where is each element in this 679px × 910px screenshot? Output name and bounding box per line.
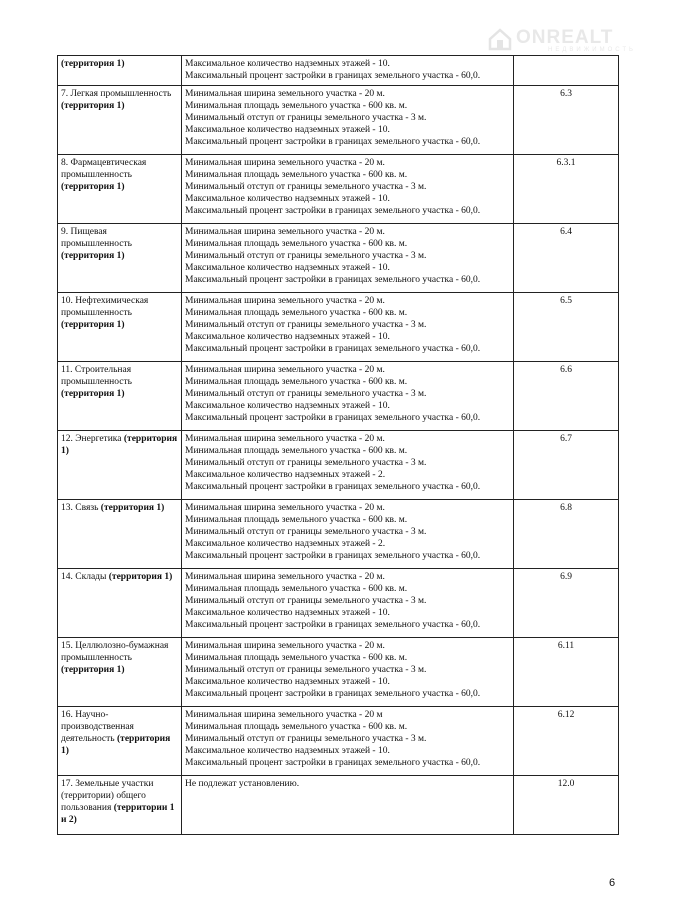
watermark-subtitle: НЕДВИЖИМОСТЬ [548, 47, 636, 53]
use-type-cell [58, 431, 182, 500]
use-type-cell [58, 56, 182, 86]
parameters-cell [182, 224, 514, 293]
parameter-line: Максимальный процент застройки в границах земельного участка - 60,0. [185, 620, 481, 630]
parameter-line: Минимальный отступ от границы земельного участка - 3 м. [185, 665, 427, 675]
watermark-brand: ONREALT [516, 27, 614, 48]
use-code-cell: 6.11 [514, 638, 619, 707]
parameter-line: Минимальная ширина земельного участка - 20 м. [185, 296, 385, 306]
use-type-name: 16. Научно-производственная деятельность [61, 710, 134, 744]
territory-label: (территория 1) [100, 503, 165, 513]
parameter-line: Минимальная площадь земельного участка - 600 кв. м. [185, 377, 408, 387]
use-type-cell [58, 224, 182, 293]
parameter-line: Минимальная площадь земельного участка - 600 кв. м. [185, 170, 408, 180]
parameter-line: Максимальный процент застройки в границах земельного участка - 60,0. [185, 206, 481, 216]
territory-label: (территория 1) [61, 101, 125, 111]
parameter-line: Минимальная ширина земельного участка - 20 м. [185, 365, 385, 375]
parameters-cell [182, 500, 514, 569]
parameters-cell [182, 638, 514, 707]
use-code-cell: 6.6 [514, 362, 619, 431]
table-row [58, 707, 619, 776]
parameter-line: Минимальная ширина земельного участка - 20 м. [185, 503, 385, 513]
parameter-line: Минимальный отступ от границы земельного участка - 3 м. [185, 182, 427, 192]
zoning-rules-table [57, 55, 619, 835]
parameter-line: Максимальный процент застройки в границах земельного участка - 60,0. [185, 482, 481, 492]
parameter-line: Максимальное количество надземных этажей - 10. [185, 194, 390, 204]
use-code-cell: 6.3 [514, 86, 619, 155]
use-code-cell: 6.9 [514, 569, 619, 638]
parameter-line: Максимальное количество надземных этажей - 10. [185, 746, 390, 756]
table-row [58, 56, 619, 86]
table-row [58, 155, 619, 224]
parameter-line: Максимальное количество надземных этажей - 10. [185, 263, 390, 273]
table-row [58, 431, 619, 500]
use-type-name: 14. Склады [61, 572, 107, 582]
parameter-line: Минимальный отступ от границы земельного участка - 3 м. [185, 596, 427, 606]
use-code-cell [514, 56, 619, 86]
use-type-cell [58, 638, 182, 707]
territory-label: (территория 1) [61, 734, 171, 756]
use-code-cell: 6.7 [514, 431, 619, 500]
parameter-line: Минимальная площадь земельного участка - 600 кв. м. [185, 308, 408, 318]
parameters-cell [182, 155, 514, 224]
parameter-line: Максимальный процент застройки в границах земельного участка - 60,0. [185, 689, 481, 699]
territory-label: (территория 1) [61, 434, 178, 456]
use-type-name: 8. Фармацевтическая промышленность [61, 158, 147, 180]
use-code-cell: 6.12 [514, 707, 619, 776]
parameter-line: Не подлежат установлению. [185, 779, 300, 789]
parameter-line: Максимальное количество надземных этажей - 10. [185, 332, 390, 342]
use-code-cell: 6.8 [514, 500, 619, 569]
use-type-name: 13. Связь [61, 503, 99, 513]
parameter-line: Максимальный процент застройки в границах земельного участка - 60,0. [185, 758, 481, 768]
parameters-cell [182, 707, 514, 776]
parameter-line: Максимальный процент застройки в границах земельного участка - 60,0. [185, 71, 481, 81]
parameter-line: Минимальная площадь земельного участка - 600 кв. м. [185, 653, 408, 663]
parameter-line: Минимальная ширина земельного участка - 20 м. [185, 89, 385, 99]
parameter-line: Максимальный процент застройки в границах земельного участка - 60,0. [185, 137, 481, 147]
parameter-line: Минимальная ширина земельного участка - 20 м. [185, 227, 385, 237]
page-number: 6 [609, 877, 616, 889]
parameter-line: Минимальная площадь земельного участка - 600 кв. м. [185, 515, 408, 525]
parameter-line: Максимальный процент застройки в границах земельного участка - 60,0. [185, 344, 481, 354]
use-type-cell [58, 86, 182, 155]
territory-label: (территория 1) [61, 665, 125, 675]
table-row [58, 569, 619, 638]
parameter-line: Минимальный отступ от границы земельного участка - 3 м. [185, 734, 427, 744]
parameter-line: Максимальное количество надземных этажей - 10. [185, 401, 390, 411]
parameter-line: Максимальное количество надземных этажей - 2. [185, 539, 386, 549]
use-type-cell [58, 707, 182, 776]
parameters-cell [182, 569, 514, 638]
parameter-line: Минимальная площадь земельного участка - 600 кв. м. [185, 722, 408, 732]
use-type-cell [58, 362, 182, 431]
parameter-line: Максимальное количество надземных этажей - 10. [185, 677, 390, 687]
parameter-line: Минимальная площадь земельного участка - 600 кв. м. [185, 101, 408, 111]
parameter-line: Минимальный отступ от границы земельного участка - 3 м. [185, 251, 427, 261]
parameters-cell [182, 293, 514, 362]
parameters-cell [182, 86, 514, 155]
use-type-cell [58, 293, 182, 362]
parameter-line: Минимальный отступ от границы земельного участка - 3 м. [185, 458, 427, 468]
parameters-cell [182, 776, 514, 835]
parameter-line: Минимальная ширина земельного участка - 20 м. [185, 572, 385, 582]
parameter-line: Максимальное количество надземных этажей - 10. [185, 608, 390, 618]
parameter-line: Минимальный отступ от границы земельного участка - 3 м. [185, 389, 427, 399]
table-row [58, 776, 619, 835]
parameter-line: Максимальный процент застройки в границах земельного участка - 60,0. [185, 551, 481, 561]
parameter-line: Минимальная ширина земельного участка - 20 м. [185, 641, 385, 651]
parameter-line: Минимальная площадь земельного участка - 600 кв. м. [185, 584, 408, 594]
use-type-cell [58, 776, 182, 835]
parameter-line: Минимальный отступ от границы земельного участка - 3 м. [185, 527, 427, 537]
use-code-cell: 12.0 [514, 776, 619, 835]
use-type-name: 12. Энергетика [61, 434, 122, 444]
parameter-line: Максимальное количество надземных этажей - 10. [185, 125, 390, 135]
use-type-cell [58, 569, 182, 638]
table-row [58, 500, 619, 569]
table-row [58, 362, 619, 431]
territory-label: (территории 1 и 2) [61, 803, 175, 825]
territory-label: (территория 1) [61, 389, 125, 399]
parameter-line: Максимальный процент застройки в границах земельного участка - 60,0. [185, 413, 481, 423]
parameters-cell [182, 362, 514, 431]
use-code-cell: 6.3.1 [514, 155, 619, 224]
parameter-line: Максимальный процент застройки в границах земельного участка - 60,0. [185, 275, 481, 285]
use-code-cell: 6.4 [514, 224, 619, 293]
table-row [58, 224, 619, 293]
territory-label: (территория 1) [61, 320, 125, 330]
use-type-name: 7. Легкая промышленность [61, 89, 172, 99]
use-type-name: 17. Земельные участки (территории) общего пользования [61, 779, 154, 813]
table-row [58, 638, 619, 707]
use-type-name: 11. Строительная промышленность [61, 365, 132, 387]
parameter-line: Минимальная ширина земельного участка - 20 м [185, 710, 383, 720]
zoning-rules-body [58, 56, 619, 835]
territory-label: (территория 1) [61, 59, 125, 69]
use-type-name: 9. Пищевая промышленность [61, 227, 132, 249]
use-type-name: 10. Нефтехимическая промышленность [61, 296, 149, 318]
parameter-line: Минимальная площадь земельного участка - 600 кв. м. [185, 239, 408, 249]
parameter-line: Минимальная площадь земельного участка - 600 кв. м. [185, 446, 408, 456]
watermark-logo [488, 27, 668, 55]
parameters-cell [182, 56, 514, 86]
parameter-line: Минимальный отступ от границы земельного участка - 3 м. [185, 113, 427, 123]
table-row [58, 86, 619, 155]
parameter-line: Минимальная ширина земельного участка - 20 м. [185, 434, 385, 444]
territory-label: (территория 1) [61, 251, 125, 261]
territory-label: (территория 1) [108, 572, 173, 582]
territory-label: (территория 1) [61, 182, 125, 192]
table-row [58, 293, 619, 362]
use-type-cell [58, 155, 182, 224]
parameter-line: Максимальное количество надземных этажей - 10. [185, 59, 390, 69]
parameter-line: Минимальный отступ от границы земельного участка - 3 м. [185, 320, 427, 330]
parameter-line: Максимальное количество надземных этажей - 2. [185, 470, 386, 480]
use-code-cell: 6.5 [514, 293, 619, 362]
use-type-cell [58, 500, 182, 569]
use-type-name: 15. Целлюлозно-бумажная промышленность [61, 641, 169, 663]
house-logo-icon [488, 27, 512, 51]
parameters-cell [182, 431, 514, 500]
parameter-line: Минимальная ширина земельного участка - 20 м. [185, 158, 385, 168]
